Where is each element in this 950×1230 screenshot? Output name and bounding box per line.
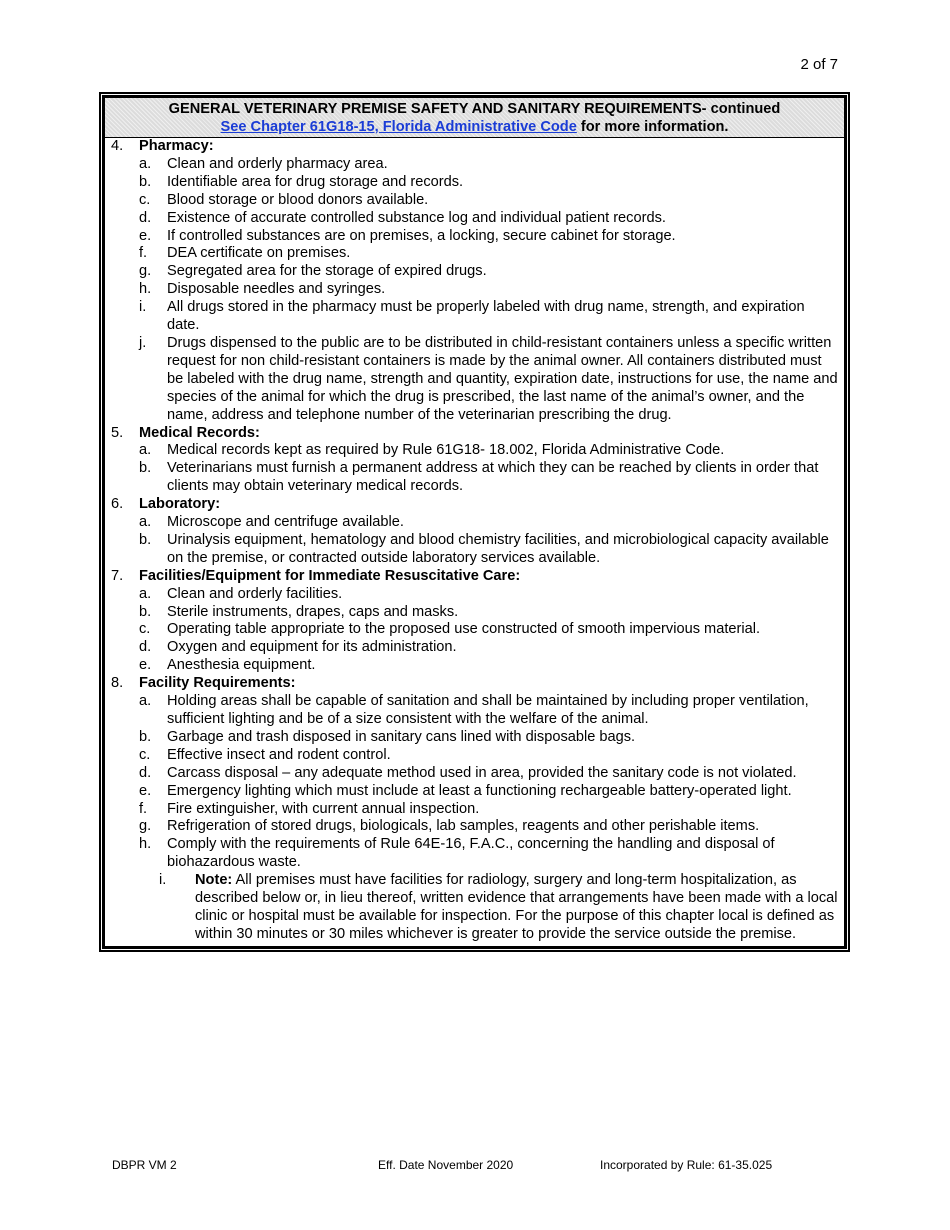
- section-number: 7.: [111, 567, 124, 584]
- item-letter: a.: [139, 693, 152, 710]
- item-letter: g.: [139, 263, 152, 280]
- item-text: Effective insect and rodent control.: [167, 746, 391, 763]
- item-text: Holding areas shall be capable of sanitation and shall be maintained by including proper ventilation, sufficient lighting and be of a size consistent with the welfare of the animal.: [167, 693, 809, 727]
- section-facility-requirements: [105, 675, 844, 944]
- item-text: Anesthesia equipment.: [167, 657, 316, 674]
- item-text: If controlled substances are on premises, a locking, secure cabinet for storage.: [167, 227, 676, 244]
- item-text: Clean and orderly facilities.: [167, 585, 343, 602]
- item-letter: c.: [139, 746, 151, 763]
- section-header: [105, 98, 844, 138]
- list-item: [139, 783, 844, 801]
- list-item: [139, 245, 844, 263]
- item-letter: c.: [139, 621, 151, 638]
- list-item: [139, 210, 844, 228]
- list-item: [139, 747, 844, 765]
- item-letter: g.: [139, 818, 152, 835]
- note-label: Note:: [195, 872, 233, 889]
- list-item: [139, 604, 844, 622]
- list-item: [139, 174, 844, 192]
- item-text: Sterile instruments, drapes, caps and masks.: [167, 603, 459, 620]
- item-text: Disposable needles and syringes.: [167, 281, 386, 298]
- list-item: [139, 192, 844, 210]
- item-text: Identifiable area for drug storage and records.: [167, 173, 464, 190]
- item-letter: d.: [139, 209, 152, 226]
- chapter-link[interactable]: See Chapter 61G18-15, Florida Administrative Code: [220, 119, 577, 135]
- item-letter: h.: [139, 836, 152, 853]
- item-letter: d.: [139, 639, 152, 656]
- page-number: 2 of 7: [800, 56, 838, 73]
- list-item: [139, 263, 844, 281]
- section-number: 8.: [111, 675, 124, 692]
- footer-rule: Incorporated by Rule: 61-35.025: [600, 1158, 773, 1172]
- section-number: 5.: [111, 424, 124, 441]
- section-medical-records: [105, 425, 844, 497]
- item-letter: j.: [139, 334, 147, 351]
- list-item: [139, 729, 844, 747]
- note-item: [139, 872, 844, 944]
- item-letter: a.: [139, 442, 152, 459]
- list-item: [139, 514, 844, 532]
- item-text: Fire extinguisher, with current annual inspection.: [167, 800, 480, 817]
- item-text: Garbage and trash disposed in sanitary cans lined with disposable bags.: [167, 728, 636, 745]
- header-subtitle: [105, 118, 844, 136]
- item-letter: a.: [139, 514, 152, 531]
- item-text: DEA certificate on premises.: [167, 245, 351, 262]
- footer-eff-date: Eff. Date November 2020: [378, 1158, 514, 1172]
- list-item: [139, 460, 844, 496]
- item-text: Urinalysis equipment, hematology and blood chemistry facilities, and microbiological capacity available on the premise, or contracted outside laboratory services available.: [167, 531, 829, 566]
- item-text: Microscope and centrifuge available.: [167, 514, 404, 531]
- section-laboratory: [105, 496, 844, 568]
- item-letter: i.: [159, 872, 167, 889]
- item-letter: a.: [139, 585, 152, 602]
- section-title: Laboratory:: [139, 496, 221, 513]
- list-item: [139, 818, 844, 836]
- item-letter: h.: [139, 281, 152, 298]
- section-title: Pharmacy:: [139, 138, 214, 154]
- item-letter: e.: [139, 227, 152, 244]
- list-item: [139, 335, 844, 425]
- item-letter: c.: [139, 191, 151, 208]
- item-letter: d.: [139, 764, 152, 781]
- item-text: All drugs stored in the pharmacy must be properly labeled with drug name, strength, and expiration date.: [167, 299, 805, 334]
- item-text: Emergency lighting which must include at least a functioning rechargeable battery-operated light.: [167, 782, 792, 799]
- item-letter: b.: [139, 603, 152, 620]
- list-item: [139, 281, 844, 299]
- item-letter: i.: [139, 299, 147, 316]
- list-item: [139, 639, 844, 657]
- item-text: Blood storage or blood donors available.: [167, 191, 429, 208]
- list-item: [139, 836, 844, 872]
- item-letter: b.: [139, 173, 152, 190]
- footer-form-id: DBPR VM 2: [112, 1158, 177, 1172]
- item-text: Veterinarians must furnish a permanent address at which they can be reached by clients in order that clients may obtain veterinary medical records.: [167, 460, 819, 495]
- item-letter: a.: [139, 155, 152, 172]
- item-letter: b.: [139, 531, 152, 548]
- item-letter: f.: [139, 245, 148, 262]
- item-text: Clean and orderly pharmacy area.: [167, 155, 388, 172]
- requirements-list: [105, 138, 844, 946]
- section-title: Facility Requirements:: [139, 675, 296, 692]
- item-letter: e.: [139, 657, 152, 674]
- list-item: [139, 228, 844, 246]
- list-item: [139, 532, 844, 568]
- list-item: [139, 693, 844, 729]
- header-link-suffix: for more information.: [576, 119, 729, 135]
- item-text: Oxygen and equipment for its administration.: [167, 639, 457, 656]
- section-resuscitative-care: [105, 568, 844, 675]
- item-text: Carcass disposal – any adequate method used in area, provided the sanitary code is not violated.: [167, 764, 797, 781]
- list-item: [139, 765, 844, 783]
- requirements-box: [99, 92, 850, 952]
- item-letter: e.: [139, 782, 152, 799]
- item-letter: b.: [139, 728, 152, 745]
- list-item: [139, 586, 844, 604]
- section-pharmacy: [105, 138, 844, 425]
- section-title: Medical Records:: [139, 424, 260, 441]
- item-text: Drugs dispensed to the public are to be distributed in child-resistant containers unless a specific written request for non child-resistant containers is made by the animal owner. All containers distributed must be labeled with the drug name, strength and quantity, expiration date, instructions for use, the name and species of the animal for which the drug is prescribed, the last name of the animal’s owner, and the name, address and telephone number of the veterinarian prescribing the drug.: [167, 334, 838, 423]
- list-item: [139, 621, 844, 639]
- header-title: GENERAL VETERINARY PREMISE SAFETY AND SANITARY REQUIREMENTS- continued: [168, 101, 781, 117]
- item-letter: f.: [139, 800, 148, 817]
- item-text: Operating table appropriate to the proposed use constructed of smooth impervious material.: [167, 621, 760, 638]
- note-text: All premises must have facilities for radiology, surgery and long-term hospitalization, as described below or, in lieu thereof, written evidence that arrangements have been made with a local clinic or hospital must be available for inspection. For the purpose of this chapter local is defined as within 30 minutes or 30 miles whichever is greater to provide the service outside the premise.: [195, 872, 838, 942]
- section-number: 6.: [111, 496, 124, 513]
- list-item: [139, 801, 844, 819]
- section-title: Facilities/Equipment for Immediate Resuscitative Care:: [139, 567, 521, 584]
- item-text: Refrigeration of stored drugs, biologicals, lab samples, reagents and other perishable items.: [167, 818, 760, 835]
- list-item: [139, 156, 844, 174]
- item-text: Existence of accurate controlled substance log and individual patient records.: [167, 209, 666, 226]
- item-letter: b.: [139, 460, 152, 477]
- list-item: [139, 657, 844, 675]
- list-item: [139, 442, 844, 460]
- item-text: Medical records kept as required by Rule 61G18- 18.002, Florida Administrative Code.: [167, 442, 725, 459]
- list-item: [139, 299, 844, 335]
- item-text: Segregated area for the storage of expired drugs.: [167, 263, 487, 280]
- section-number: 4.: [111, 138, 124, 154]
- item-text: Comply with the requirements of Rule 64E-16, F.A.C., concerning the handling and disposal of biohazardous waste.: [167, 836, 775, 871]
